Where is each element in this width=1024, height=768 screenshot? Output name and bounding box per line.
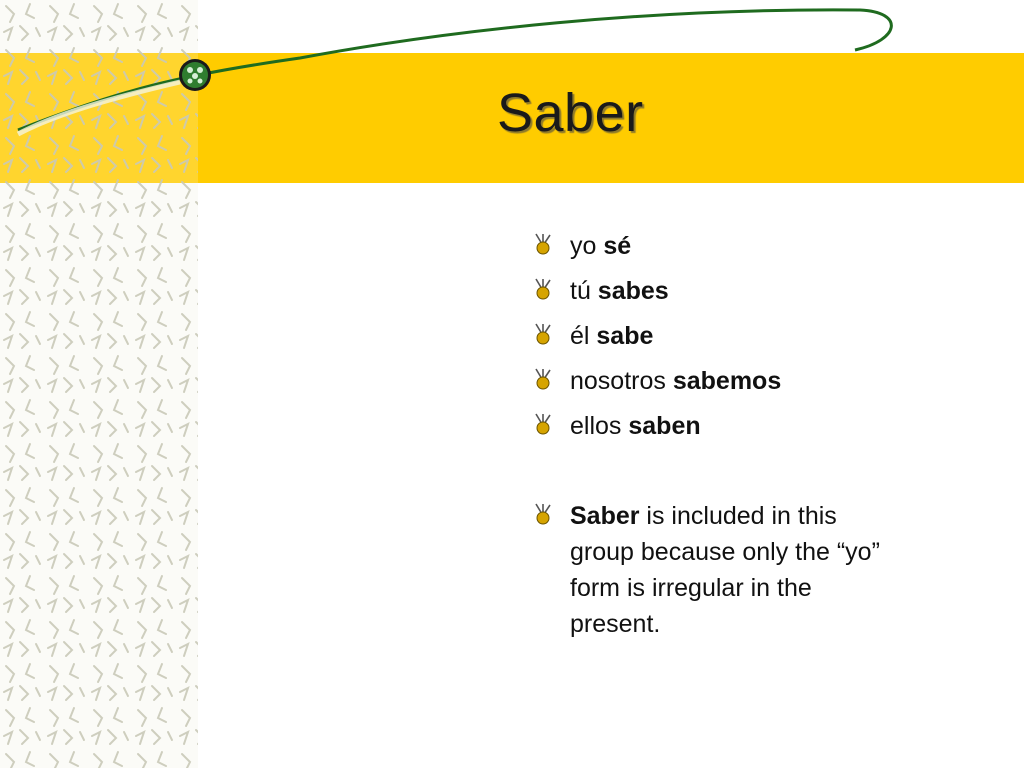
list-item [530,228,930,273]
slide-title: Saber [497,83,644,143]
verb-form: sabemos [672,367,782,395]
bullet-sprout-icon [532,367,554,391]
bullet-sprout-icon [532,412,554,436]
pronoun: ellos [570,412,629,440]
pronoun: nosotros [570,367,673,395]
list-item [530,318,930,363]
note-bold-word: Saber [570,502,640,530]
bullet-sprout-icon [532,322,554,346]
verb-form: sabes [597,277,669,305]
conjugation-list [530,228,930,642]
list-item [530,408,930,453]
note-text: is included in this group because only the “yo” form is irregular in the present. [570,502,880,638]
verb-form: sabe [596,322,654,350]
pronoun: él [570,322,597,350]
list-item [530,273,930,318]
verb-form: saben [628,412,701,440]
list-item [530,363,930,408]
band-pattern-overlay [0,53,198,183]
bullet-sprout-icon [532,232,554,256]
bullet-sprout-icon [532,277,554,301]
verb-form: sé [603,232,632,260]
pronoun: tú [570,277,598,305]
pronoun: yo [570,232,604,260]
bullet-sprout-icon [532,502,554,526]
note-item [530,498,890,642]
